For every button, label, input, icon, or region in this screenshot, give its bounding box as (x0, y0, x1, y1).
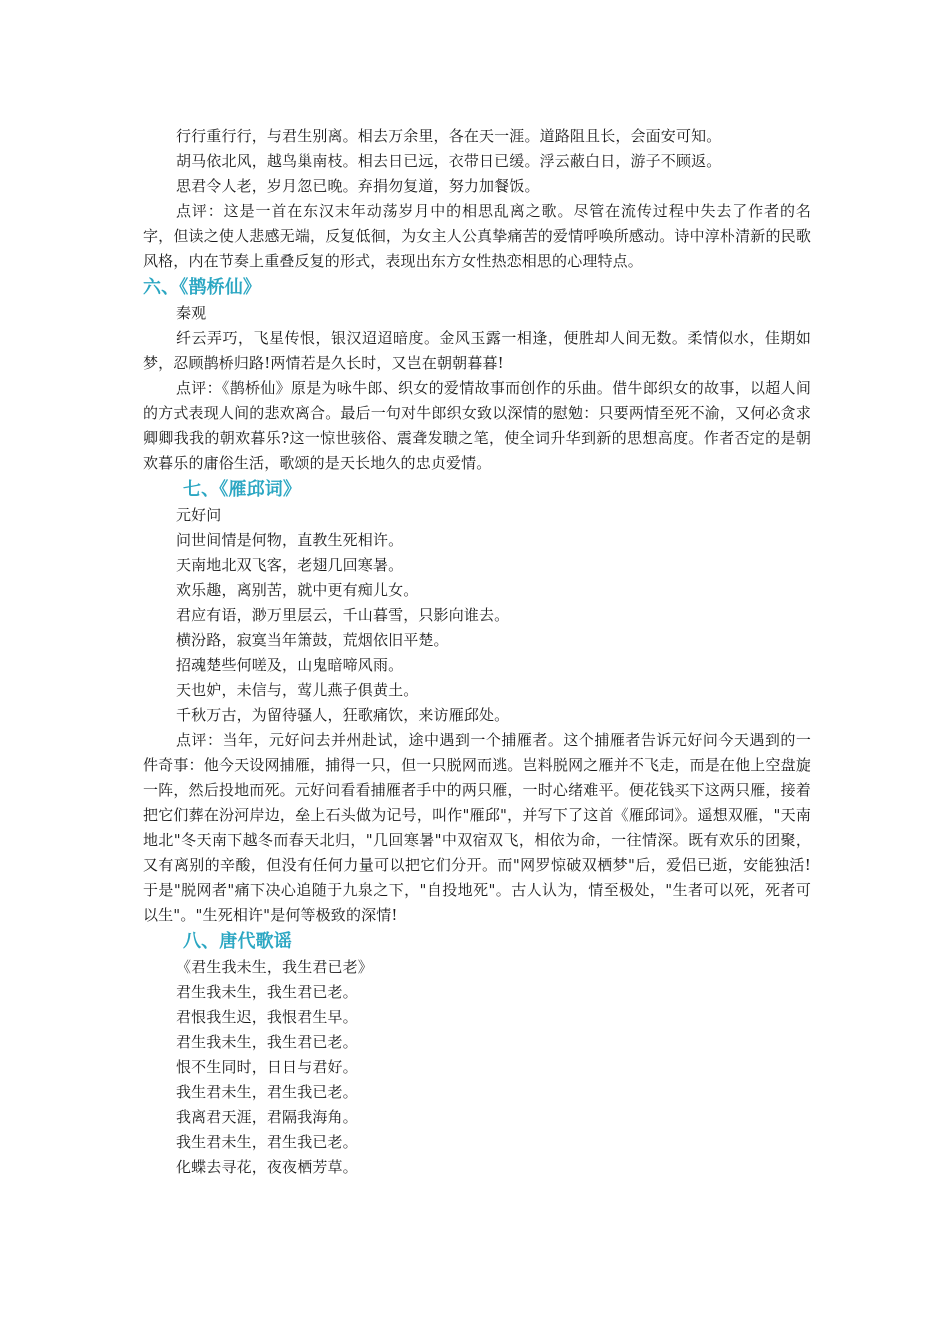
poem-line: 我生君未生，君生我已老。 (176, 1083, 358, 1101)
author-name: 秦观 (176, 304, 207, 322)
poem-line: 横汾路，寂寞当年箫鼓，荒烟依旧平楚。 (176, 631, 449, 649)
section-heading: 七、《雁邱词》 (183, 479, 302, 500)
section-heading: 八、唐代歌谣 (183, 931, 292, 952)
poem-line: 君生我未生，我生君已老。 (176, 983, 358, 1001)
section-heading: 六、《鹊桥仙》 (143, 277, 262, 298)
poem-line: 胡马依北风，越鸟巢南枝。相去日已远，衣带日已缓。浮云蔽白日，游子不顾返。 (176, 152, 722, 170)
poem-line: 君生我未生，我生君已老。 (176, 1033, 358, 1051)
commentary-paragraph: 点评：当年，元好问去并州赴试，途中遇到一个捕雁者。这个捕雁者告诉元好问今天遇到的一件奇事：他今天设网捕雁，捕得一只，但一只脱网而逃。岂料脱网之雁并不飞走，而是在他上空盘旋一阵，然后投地而死。元好问看看捕雁者手中的两只雁，一时心绪难平。便花钱买下这两只雁，接着把它们葬在汾河岸边，垒上石头做为记号，叫作"雁邱"，并写下了这首《雁邱词》。遥想双雁，"天南地北"冬天南下越冬而春天北归，"几回寒暑"中双宿双飞，相依为命，一往情深。既有欢乐的团聚，又有离别的辛酸，但没有任何力量可以把它们分开。而"网罗惊破双栖梦"后，爱侣已逝，安能独活!于是"脱网者"痛下决心追随于九泉之下，"自投地死"。古人认为，情至极处，"生者可以死，死者可以生"。"生死相许"是何等极致的深情! (143, 731, 811, 924)
commentary-paragraph: 点评：这是一首在东汉末年动荡岁月中的相思乱离之歌。尽管在流传过程中失去了作者的名字，但读之使人悲感无端，反复低徊，为女主人公真挚痛苦的爱情呼唤所感动。诗中淳朴清新的民歌风格，内在节奏上重叠反复的形式，表现出东方女性热恋相思的心理特点。 (143, 202, 811, 270)
poem-line: 君恨我生迟，我恨君生早。 (176, 1008, 358, 1026)
author-name: 元好问 (176, 506, 222, 524)
poem-line: 君应有语，渺万里层云，千山暮雪，只影向谁去。 (176, 606, 510, 624)
poem-line: 我生君未生，君生我已老。 (176, 1133, 358, 1151)
poem-line: 欢乐趣，离别苦，就中更有痴儿女。 (176, 581, 419, 599)
poem-line: 天也妒，未信与，莺儿燕子俱黄土。 (176, 681, 419, 699)
poem-line: 我离君天涯，君隔我海角。 (176, 1108, 358, 1126)
poem-line: 千秋万古，为留待骚人，狂歌痛饮，来访雁邱处。 (176, 706, 510, 724)
commentary-paragraph: 点评：《鹊桥仙》原是为咏牛郎、织女的爱情故事而创作的乐曲。借牛郎织女的故事，以超人间的方式表现人间的悲欢离合。最后一句对牛郎织女致以深情的慰勉：只要两情至死不渝，又何必贪求卿卿我我的朝欢暮乐?这一惊世骇俗、震聋发聩之笔，使全词升华到新的思想高度。作者否定的是朝欢暮乐的庸俗生活，歌颂的是天长地久的忠贞爱情。 (143, 379, 811, 472)
poem-line: 招魂楚些何嗟及，山鬼暗啼风雨。 (176, 656, 404, 674)
poem-line: 问世间情是何物，直教生死相许。 (176, 531, 404, 549)
poem-line: 行行重行行，与君生别离。相去万余里，各在天一涯。道路阻且长，会面安可知。 (176, 127, 722, 145)
poem-line: 化蝶去寻花，夜夜栖芳草。 (176, 1158, 358, 1176)
poem-line: 恨不生同时，日日与君好。 (176, 1058, 358, 1076)
poem-title: 《君生我未生，我生君已老》 (176, 958, 373, 976)
poem-line: 天南地北双飞客，老翅几回寒暑。 (176, 556, 404, 574)
document-body (143, 124, 811, 1180)
poem-line: 思君令人老，岁月忽已晚。弃捐勿复道，努力加餐饭。 (176, 177, 540, 195)
poem-text: 纤云弄巧，飞星传恨，银汉迢迢暗度。金风玉露一相逢，便胜却人间无数。柔情似水，佳期如梦，忍顾鹊桥归路!两情若是久长时，又岂在朝朝暮暮! (143, 329, 811, 372)
